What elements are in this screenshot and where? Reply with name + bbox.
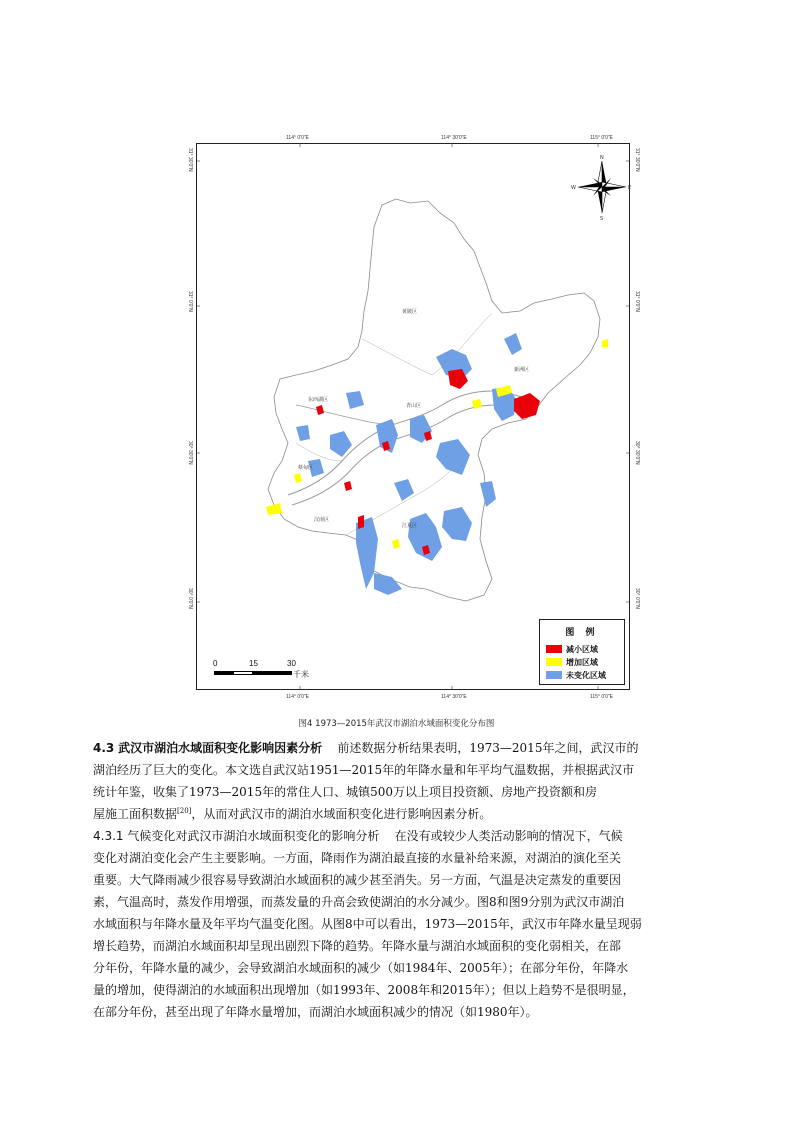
subsection-line-6: 增长趋势，而湖泊水域面积却呈现出剧烈下降的趋势。年降水量与湖泊水域面积的变化弱相关，在部 — [93, 939, 622, 953]
subsection-line-8: 量的增加，使得湖泊的水域面积出现增加（如1993年、2008年和2015年）；但以上趋势不是很明显， — [93, 983, 635, 997]
legend-swatch-unchanged — [546, 671, 562, 679]
compass-e: E — [628, 185, 632, 191]
subsection-line-7: 分年份，年降水量的减少，会导致湖泊水域面积的减少（如1984年、2005年）；在部分年份，年降水 — [93, 961, 629, 975]
lake-change-map — [196, 143, 630, 690]
figure-caption: 图4 1973—2015年武汉市湖泊水域面积变化分布图 — [298, 719, 495, 729]
compass-w: W — [571, 185, 576, 191]
coord-top-2: 114° 30'0"E — [441, 135, 467, 141]
coord-left-2: 31° 0'0"N — [187, 291, 193, 312]
district-label-5: 蔡甸区 — [298, 465, 314, 471]
section-title: 武汉市湖泊水域面积变化影响因素分析 — [118, 741, 323, 755]
legend-label-increase: 增加区域 — [566, 657, 598, 667]
coord-left-3: 30° 30'0"N — [187, 441, 193, 465]
section-4-3 — [93, 737, 715, 825]
subsection-line-2: 变化对湖泊变化会产生主要影响。一方面，降雨作为湖泊最直接的水量补给来源，对湖泊的演化至关 — [93, 851, 622, 865]
subsection-line-9: 在部分年份，甚至出现了年降水量增加，而湖泊水域面积减少的情况（如1980年）。 — [93, 1005, 538, 1019]
scale-unit: 千米 — [293, 670, 309, 679]
coord-right-2: 31° 0'0"N — [634, 291, 640, 312]
district-label-7: 江夏区 — [402, 523, 418, 529]
legend-item-unchanged — [546, 670, 606, 680]
compass-n: N — [600, 155, 604, 161]
north-arrow-icon — [571, 155, 631, 222]
district-label-4: 青山区 — [406, 403, 422, 409]
section-line-2: 湖泊经历了巨大的变化。本文选自武汉站1951—2015年的年降水量和年平均气温数据，并根据武汉市 — [93, 763, 635, 777]
section-line-4: 屋施工面积数据 — [93, 807, 178, 821]
map-legend — [539, 619, 625, 685]
coord-bottom-1: 114° 0'0"E — [286, 694, 309, 700]
subsection-line-5: 水域面积与年降水量及年平均气温变化图。从图8中可以看出，1973—2015年，武汉市年降水量呈现弱 — [93, 917, 642, 931]
subsection-line-4: 素，气温高时，蒸发作用增强，而蒸发量的升高会致使湖泊的水分减少。图8和图9分别为武汉市湖泊 — [93, 895, 625, 909]
section-number: 4.3 — [93, 741, 115, 755]
scale-tick-0: 0 — [213, 659, 218, 668]
scale-tick-30: 30 — [287, 659, 296, 668]
coord-bottom-3: 115° 0'0"E — [590, 694, 613, 700]
subsection-title: 气候变化对武汉市湖泊水域面积变化的影响分析 — [127, 829, 380, 843]
section-line-5: ，从而对武汉市的湖泊水域面积变化进行影响因素分析。 — [191, 807, 492, 821]
citation-ref: [20] — [177, 807, 192, 815]
legend-swatch-decrease — [546, 645, 562, 653]
subsection-line-3: 重要。大气降雨减少很容易导致湖泊水域面积的减少甚至消失。另一方面，气温是决定蒸发的重要因 — [93, 873, 622, 887]
compass-s: S — [600, 216, 604, 222]
district-label-3: 东西湖区 — [308, 397, 329, 403]
legend-label-decrease: 减小区域 — [566, 644, 598, 654]
legend-item-increase — [546, 657, 598, 667]
coord-top-3: 115° 0'0"E — [590, 135, 613, 141]
legend-item-decrease — [546, 644, 598, 654]
subsection-4-3-1 — [93, 825, 715, 1023]
legend-label-unchanged: 未变化区域 — [566, 670, 606, 680]
district-label-1: 黄陂区 — [402, 309, 418, 315]
coord-right-4: 30° 0'0"N — [634, 588, 640, 609]
coord-top-1: 114° 0'0"E — [286, 135, 309, 141]
subsection-line-1: 在没有或较少人类活动影响的情况下，气候 — [394, 829, 623, 843]
coord-right-1: 31° 30'0"N — [634, 148, 640, 172]
coord-bottom-2: 114° 30'0"E — [441, 694, 467, 700]
coord-left-4: 30° 0'0"N — [187, 588, 193, 609]
district-label-6: 汉南区 — [314, 517, 330, 523]
legend-title: 图 例 — [565, 628, 599, 638]
section-line-1: 前述数据分析结果表明，1973—2015年之间，武汉市的 — [337, 741, 639, 755]
scale-bar — [213, 659, 333, 681]
legend-swatch-increase — [546, 658, 562, 666]
district-label-2: 新洲区 — [514, 367, 530, 373]
subsection-number: 4.3.1 — [93, 829, 124, 843]
section-line-3: 统计年鉴，收集了1973—2015年的常住人口、城镇500万以上项目投资额、房地产投资额和房 — [93, 785, 597, 799]
coord-left-1: 31° 30'0"N — [187, 148, 193, 172]
scale-tick-15: 15 — [249, 659, 258, 668]
coord-right-3: 30° 30'0"N — [634, 441, 640, 465]
